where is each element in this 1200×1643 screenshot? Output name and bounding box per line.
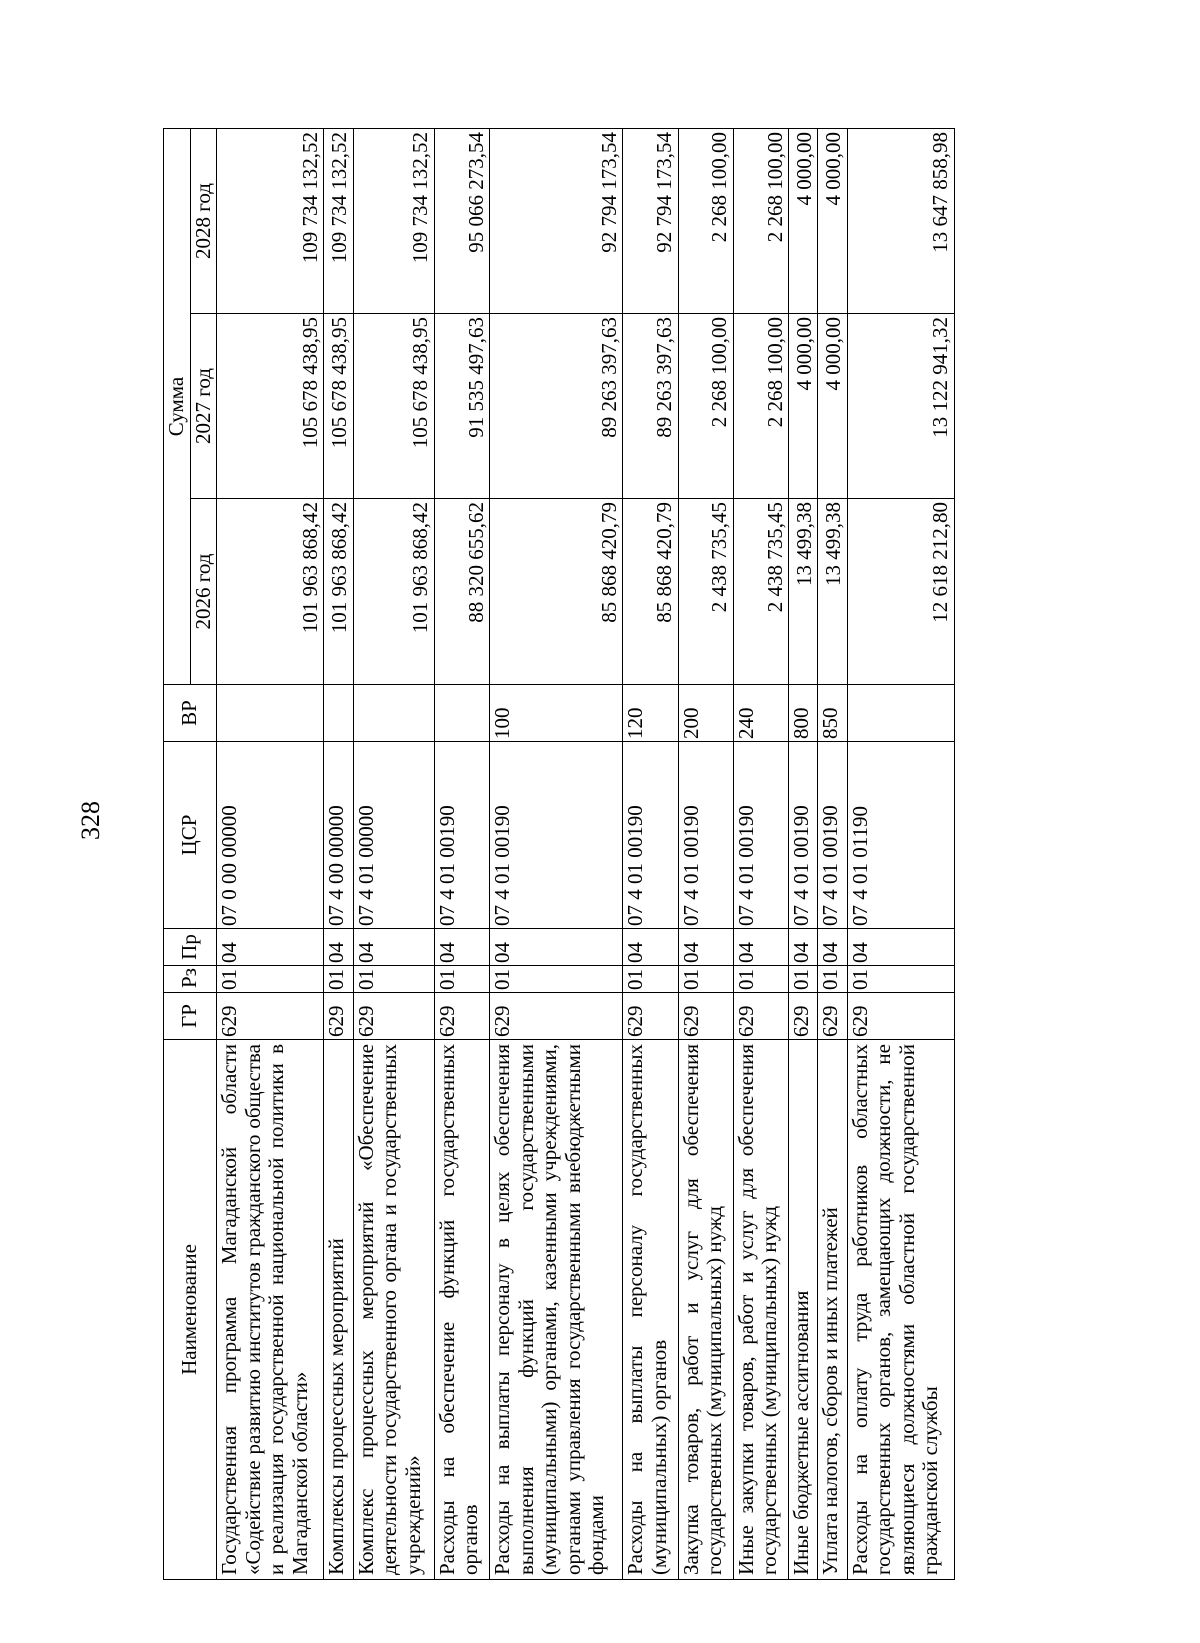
row-vr-cell: 200 [678,685,733,742]
row-rz-cell: 01 [789,966,818,993]
row-csr-cell: 07 4 01 00190 [733,742,788,929]
row-pr-cell: 04 [818,929,847,966]
budget-table [163,128,955,1580]
row-2027-cell: 4 000,00 [818,314,847,499]
row-csr-cell: 07 4 01 00190 [818,742,847,929]
row-vr-cell [217,685,324,742]
header-year-2026: 2026 год [190,499,217,685]
row-csr-cell: 07 0 00 00000 [217,742,324,929]
row-2026-cell: 101 963 868,42 [324,499,353,685]
header-sum: Сумма [164,128,191,684]
page-number: 328 [76,801,105,840]
table-row [490,128,623,1579]
table-row [678,128,733,1579]
header-gr: ГР [164,993,217,1040]
header-vr: ВР [164,685,217,742]
row-2027-cell: 89 263 397,63 [490,314,623,499]
row-pr-cell: 04 [847,929,954,966]
row-2028-cell: 2 268 100,00 [678,128,733,313]
row-pr-cell: 04 [434,929,489,966]
row-vr-cell [324,685,353,742]
row-gr-cell: 629 [789,993,818,1040]
row-vr-cell [434,685,489,742]
header-name: Наименование [164,1040,217,1580]
row-2028-cell: 92 794 173,54 [490,128,623,313]
row-csr-cell: 07 4 01 00190 [678,742,733,929]
row-vr-cell: 850 [818,685,847,742]
row-2028-cell: 109 734 132,52 [353,128,434,313]
row-name-cell: Расходы на выплаты персоналу государственных (муниципальных) органов [623,1040,678,1580]
row-rz-cell: 01 [847,966,954,993]
row-rz-cell: 01 [818,966,847,993]
table-row [434,128,489,1579]
row-2027-cell: 13 122 941,32 [847,314,954,499]
row-2028-cell: 109 734 132,52 [324,128,353,313]
table-row [789,128,818,1579]
row-pr-cell: 04 [353,929,434,966]
row-vr-cell: 100 [490,685,623,742]
row-name-cell: Иные закупки товаров, работ и услуг для обеспечения государственных (муниципальных) нужд [733,1040,788,1580]
header-year-2028: 2028 год [190,128,217,313]
row-gr-cell: 629 [490,993,623,1040]
row-2026-cell: 2 438 735,45 [678,499,733,685]
row-2026-cell: 12 618 212,80 [847,499,954,685]
header-rz: Рз [164,966,217,993]
row-vr-cell [353,685,434,742]
row-rz-cell: 01 [678,966,733,993]
row-gr-cell: 629 [733,993,788,1040]
table-row [353,128,434,1579]
row-2028-cell: 92 794 173,54 [623,128,678,313]
table-body [217,128,955,1579]
table-header [164,128,217,1579]
row-2027-cell: 2 268 100,00 [733,314,788,499]
row-pr-cell: 04 [490,929,623,966]
row-vr-cell: 120 [623,685,678,742]
row-name-cell: Иные бюджетные ассигнования [789,1040,818,1580]
row-rz-cell: 01 [733,966,788,993]
row-2028-cell: 2 268 100,00 [733,128,788,313]
row-2027-cell: 105 678 438,95 [353,314,434,499]
table-row [733,128,788,1579]
row-rz-cell: 01 [217,966,324,993]
row-2028-cell: 13 647 858,98 [847,128,954,313]
row-gr-cell: 629 [434,993,489,1040]
row-vr-cell [847,685,954,742]
row-name-cell: Расходы на выплаты персоналу в целях обеспечения выполнения функций государственными (муниципальными) органами, казенными учреждениями, органами управления государственными внебюджетными фондами [490,1040,623,1580]
table-row [217,128,324,1579]
row-2027-cell: 105 678 438,95 [324,314,353,499]
row-pr-cell: 04 [733,929,788,966]
row-name-cell: Государственная программа Магаданской области «Содействие развитию институтов гражданского общества и реализация государственной национальной политики в Магаданской области» [217,1040,324,1580]
row-gr-cell: 629 [623,993,678,1040]
row-csr-cell: 07 4 01 00000 [353,742,434,929]
table-row [623,128,678,1579]
row-pr-cell: 04 [678,929,733,966]
row-name-cell: Расходы на оплату труда работников областных государственных органов, замещающих должности, не являющиеся должностями областной государственной гражданской службы [847,1040,954,1580]
row-2028-cell: 4 000,00 [818,128,847,313]
row-name-cell: Комплекс процессных мероприятий «Обеспечение деятельности государственного органа и государственных учреждений» [353,1040,434,1580]
row-csr-cell: 07 4 01 00190 [434,742,489,929]
row-gr-cell: 629 [818,993,847,1040]
row-2028-cell: 109 734 132,52 [217,128,324,313]
row-2027-cell: 105 678 438,95 [217,314,324,499]
row-csr-cell: 07 4 01 00190 [490,742,623,929]
row-gr-cell: 629 [353,993,434,1040]
row-2028-cell: 95 066 273,54 [434,128,489,313]
row-gr-cell: 629 [678,993,733,1040]
row-2027-cell: 89 263 397,63 [623,314,678,499]
row-name-cell: Уплата налогов, сборов и иных платежей [818,1040,847,1580]
row-2026-cell: 101 963 868,42 [217,499,324,685]
budget-table-sheet [163,129,955,1580]
row-csr-cell: 07 4 01 01190 [847,742,954,929]
row-2028-cell: 4 000,00 [789,128,818,313]
row-rz-cell: 01 [353,966,434,993]
row-2026-cell: 2 438 735,45 [733,499,788,685]
row-rz-cell: 01 [490,966,623,993]
row-csr-cell: 07 4 01 00190 [623,742,678,929]
row-2027-cell: 2 268 100,00 [678,314,733,499]
row-rz-cell: 01 [324,966,353,993]
header-year-2027: 2027 год [190,314,217,499]
row-vr-cell: 240 [733,685,788,742]
row-gr-cell: 629 [324,993,353,1040]
header-csr: ЦСР [164,742,217,929]
table-row [818,128,847,1579]
table-row [324,128,353,1579]
row-pr-cell: 04 [324,929,353,966]
row-gr-cell: 629 [217,993,324,1040]
row-vr-cell: 800 [789,685,818,742]
table-row [847,128,954,1579]
row-rz-cell: 01 [623,966,678,993]
row-2026-cell: 101 963 868,42 [353,499,434,685]
row-name-cell: Комплексы процессных мероприятий [324,1040,353,1580]
row-2027-cell: 91 535 497,63 [434,314,489,499]
row-pr-cell: 04 [789,929,818,966]
row-2027-cell: 4 000,00 [789,314,818,499]
row-name-cell: Закупка товаров, работ и услуг для обеспечения государственных (муниципальных) нужд [678,1040,733,1580]
row-2026-cell: 85 868 420,79 [623,499,678,685]
row-csr-cell: 07 4 01 00190 [789,742,818,929]
row-2026-cell: 13 499,38 [818,499,847,685]
row-2026-cell: 88 320 655,62 [434,499,489,685]
row-gr-cell: 629 [847,993,954,1040]
row-pr-cell: 04 [217,929,324,966]
row-2026-cell: 13 499,38 [789,499,818,685]
row-rz-cell: 01 [434,966,489,993]
row-2026-cell: 85 868 420,79 [490,499,623,685]
row-pr-cell: 04 [623,929,678,966]
row-name-cell: Расходы на обеспечение функций государственных органов [434,1040,489,1580]
header-pr: Пр [164,929,217,966]
row-csr-cell: 07 4 00 00000 [324,742,353,929]
